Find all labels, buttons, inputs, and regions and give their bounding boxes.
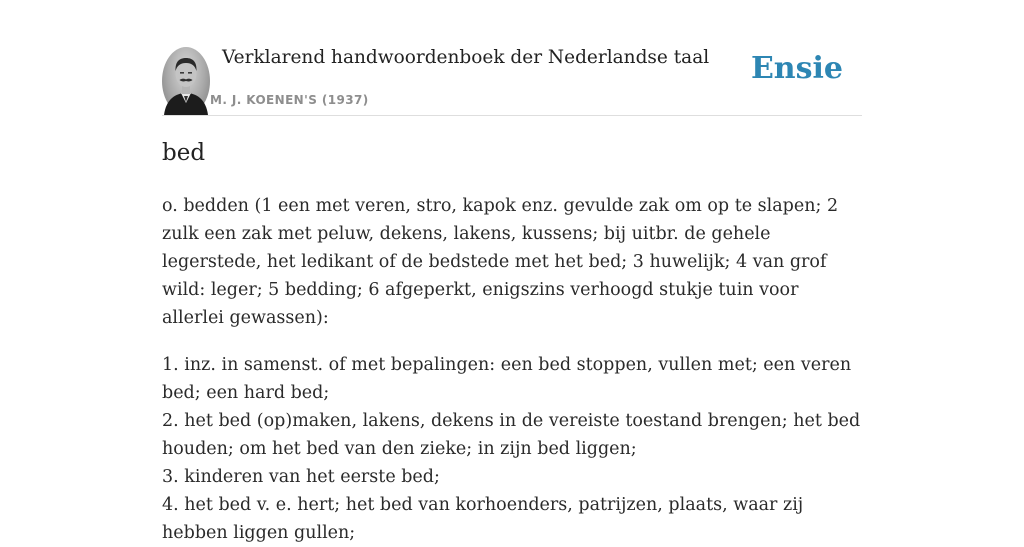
- ensie-logo-link[interactable]: Ensie: [750, 51, 843, 86]
- definition-intro: o. bedden (1 een met veren, stro, kapok enz. gevulde zak om op te slapen; 2 zulk een zak met peluw, dekens, lakens, kussens; bij uitbr. de gehele legerstede, het ledikant of de bedstede met het bed; 3 huwelijk; 4 van grof wild: leger; 5 bedding; 6 afgeperkt, enigszins verhoogd stukje tuin voor allerlei gewassen):: [162, 196, 839, 328]
- sense-item: 2. het bed (op)maken, lakens, dekens in de vereiste toestand brengen; het bed houden; om het bed van den zieke; in zijn bed liggen;: [162, 411, 861, 459]
- entry-headword: bed: [162, 140, 206, 166]
- dictionary-header: [162, 46, 862, 116]
- sense-item: 1. inz. in samenst. of met bepalingen: een bed stoppen, vullen met; een veren bed; een hard bed;: [162, 355, 852, 403]
- sense-item: 3. kinderen van het eerste bed;: [162, 467, 440, 487]
- author-name: M. J. KOENEN'S (1937): [210, 93, 369, 107]
- author-portrait-icon: [162, 47, 210, 115]
- entry-definition: [162, 192, 862, 547]
- book-title: Verklarend handwoordenboek der Nederlandse taal: [222, 47, 710, 68]
- sense-item: 4. het bed v. e. hert; het bed van korhoenders, patrijzen, plaats, waar zij hebben liggen gullen;: [162, 495, 804, 543]
